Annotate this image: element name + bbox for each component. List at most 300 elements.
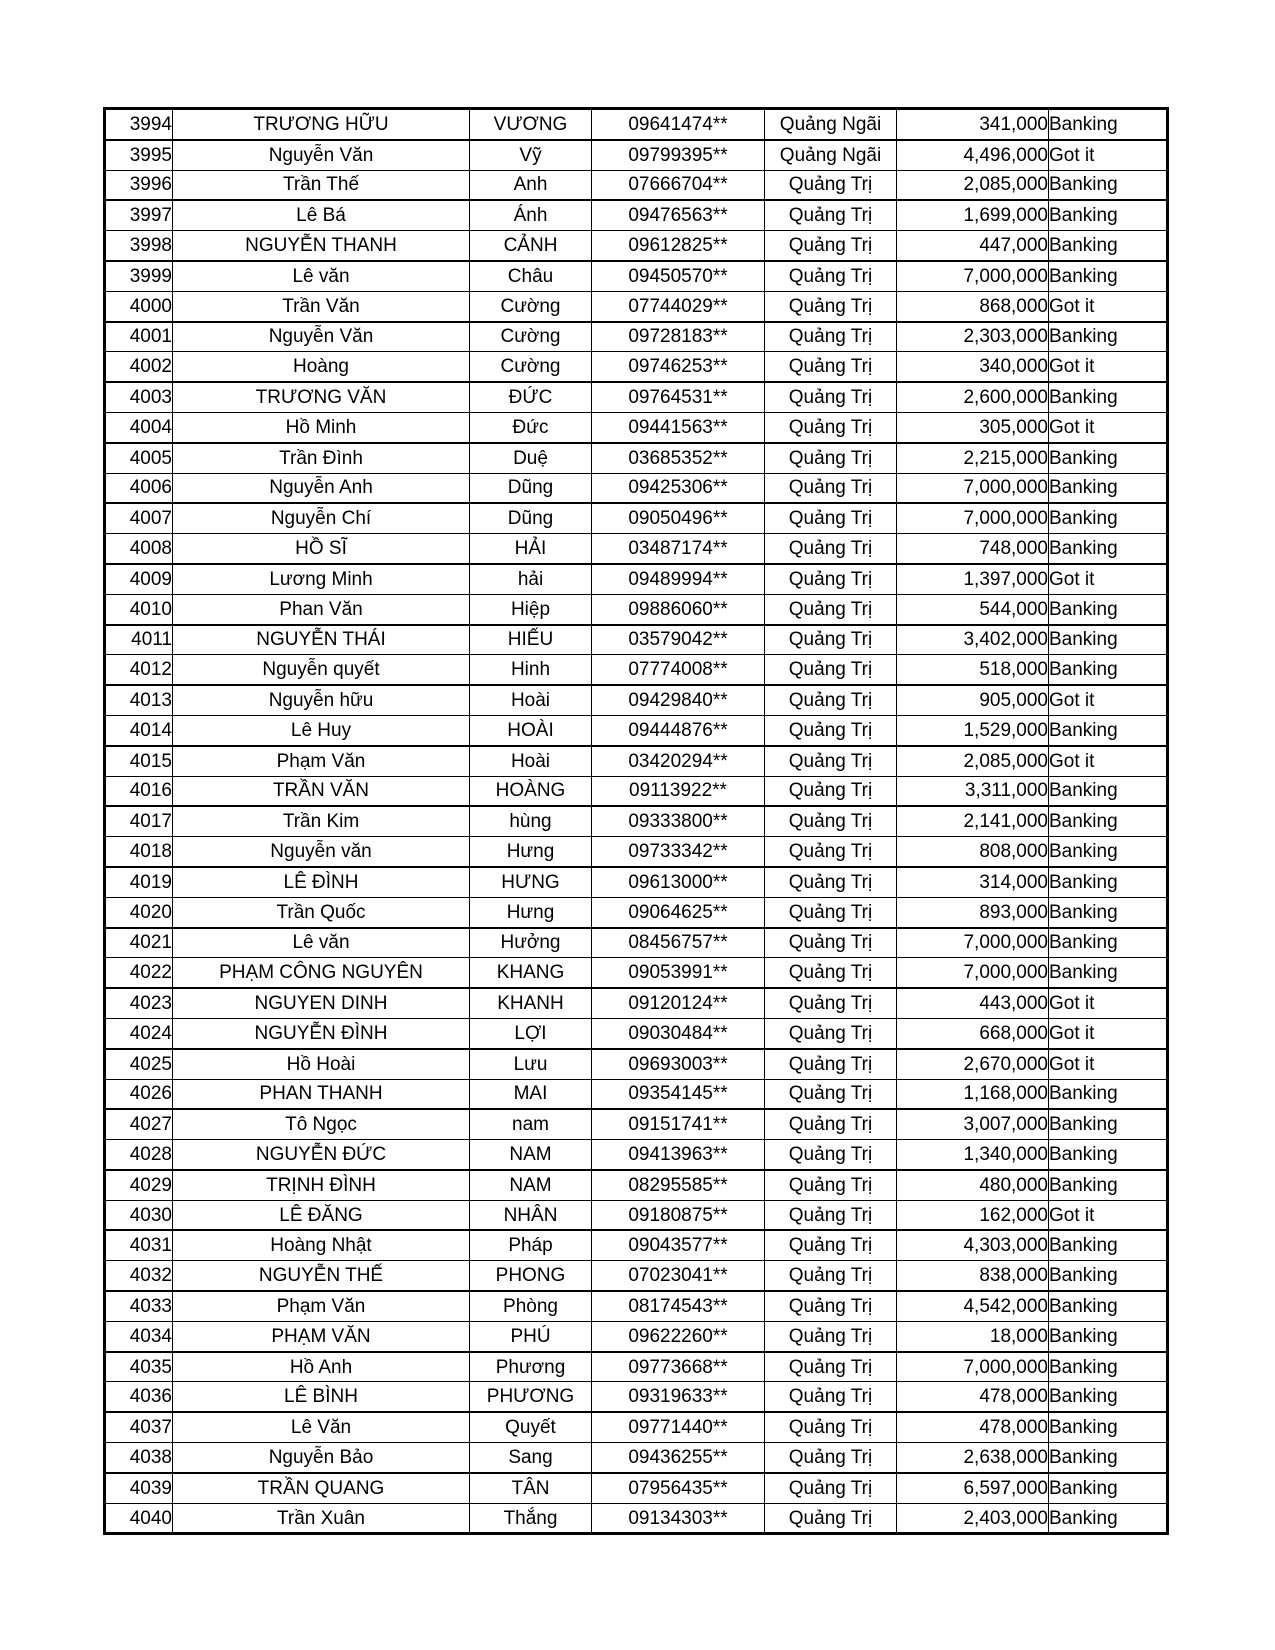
cell-id: 4011 [105,625,173,655]
cell-amount: 305,000 [897,412,1049,442]
cell-status: Banking [1049,261,1168,291]
table-row [105,170,1168,200]
cell-last-name: Duệ [470,443,592,473]
cell-first-name: NGUYỄN THÁI [173,625,470,655]
cell-first-name: NGUYEN DINH [173,988,470,1018]
cell-status: Got it [1049,746,1168,776]
table-row [105,109,1168,140]
cell-id: 4012 [105,655,173,685]
cell-status: Banking [1049,837,1168,867]
cell-id: 4040 [105,1503,173,1534]
cell-phone: 09413963** [592,1140,765,1170]
cell-amount: 1,340,000 [897,1140,1049,1170]
cell-province: Quảng Trị [765,1412,897,1442]
cell-first-name: PHẠM VĂN [173,1321,470,1351]
cell-amount: 518,000 [897,655,1049,685]
cell-province: Quảng Trị [765,352,897,382]
cell-status: Banking [1049,958,1168,988]
cell-id: 3998 [105,231,173,261]
cell-last-name: hải [470,564,592,594]
cell-status: Banking [1049,1230,1168,1260]
cell-province: Quảng Trị [765,958,897,988]
recipient-table [103,107,1169,1535]
table-row [105,867,1168,897]
cell-last-name: HOÀNG [470,776,592,806]
table-row [105,200,1168,230]
cell-province: Quảng Trị [765,291,897,321]
cell-status: Got it [1049,140,1168,170]
cell-last-name: Hinh [470,655,592,685]
cell-last-name: Dũng [470,503,592,533]
cell-last-name: MAI [470,1079,592,1109]
cell-amount: 905,000 [897,685,1049,715]
cell-phone: 09489994** [592,564,765,594]
table-body [105,109,1168,1534]
cell-amount: 3,311,000 [897,776,1049,806]
cell-first-name: Lê Bá [173,200,470,230]
table-row [105,746,1168,776]
cell-phone: 09476563** [592,200,765,230]
cell-first-name: PHẠM CÔNG NGUYÊN [173,958,470,988]
cell-phone: 09746253** [592,352,765,382]
cell-phone: 09612825** [592,231,765,261]
cell-phone: 09354145** [592,1079,765,1109]
cell-phone: 09120124** [592,988,765,1018]
cell-amount: 480,000 [897,1170,1049,1200]
cell-last-name: Châu [470,261,592,291]
cell-status: Banking [1049,1473,1168,1503]
table-row [105,473,1168,503]
cell-province: Quảng Trị [765,1049,897,1079]
cell-id: 4018 [105,837,173,867]
cell-status: Banking [1049,897,1168,927]
cell-amount: 18,000 [897,1321,1049,1351]
cell-province: Quảng Trị [765,170,897,200]
table-row [105,1200,1168,1230]
cell-last-name: KHANH [470,988,592,1018]
cell-amount: 2,670,000 [897,1049,1049,1079]
cell-phone: 03487174** [592,534,765,564]
cell-province: Quảng Trị [765,1170,897,1200]
table-row [105,261,1168,291]
cell-phone: 09333800** [592,806,765,836]
cell-province: Quảng Trị [765,1230,897,1260]
table-row [105,988,1168,1018]
cell-status: Banking [1049,382,1168,412]
table-row [105,897,1168,927]
cell-status: Banking [1049,806,1168,836]
cell-province: Quảng Trị [765,776,897,806]
cell-last-name: HƯNG [470,867,592,897]
cell-phone: 07774008** [592,655,765,685]
cell-amount: 1,168,000 [897,1079,1049,1109]
cell-first-name: Nguyễn Văn [173,322,470,352]
cell-last-name: nam [470,1109,592,1139]
cell-phone: 09764531** [592,382,765,412]
cell-first-name: Hồ Minh [173,412,470,442]
cell-first-name: Nguyễn hữu [173,685,470,715]
cell-id: 4006 [105,473,173,503]
cell-last-name: LỢI [470,1018,592,1048]
table-row [105,352,1168,382]
cell-province: Quảng Trị [765,715,897,745]
cell-first-name: Phạm Văn [173,1291,470,1321]
cell-first-name: Trần Xuân [173,1503,470,1534]
cell-id: 4013 [105,685,173,715]
cell-id: 4007 [105,503,173,533]
cell-last-name: PHÚ [470,1321,592,1351]
table-row [105,534,1168,564]
cell-status: Got it [1049,564,1168,594]
cell-last-name: Cường [470,291,592,321]
cell-id: 4034 [105,1321,173,1351]
cell-amount: 6,597,000 [897,1473,1049,1503]
cell-phone: 08174543** [592,1291,765,1321]
cell-first-name: Hoàng Nhật [173,1230,470,1260]
cell-phone: 09429840** [592,685,765,715]
cell-phone: 09613000** [592,867,765,897]
cell-last-name: VƯƠNG [470,109,592,140]
table-row [105,685,1168,715]
cell-amount: 1,699,000 [897,200,1049,230]
table-row [105,625,1168,655]
cell-phone: 09053991** [592,958,765,988]
cell-province: Quảng Trị [765,503,897,533]
cell-first-name: Nguyễn Văn [173,140,470,170]
cell-first-name: Hồ Anh [173,1352,470,1382]
cell-status: Banking [1049,776,1168,806]
cell-id: 4033 [105,1291,173,1321]
cell-phone: 09441563** [592,412,765,442]
cell-id: 4017 [105,806,173,836]
cell-amount: 7,000,000 [897,928,1049,958]
cell-phone: 09319633** [592,1382,765,1412]
cell-last-name: Hoài [470,685,592,715]
table-row [105,1443,1168,1473]
cell-province: Quảng Trị [765,1261,897,1291]
cell-last-name: Phòng [470,1291,592,1321]
cell-first-name: TRƯƠNG VĂN [173,382,470,412]
cell-amount: 2,215,000 [897,443,1049,473]
cell-amount: 447,000 [897,231,1049,261]
cell-id: 3994 [105,109,173,140]
cell-phone: 07744029** [592,291,765,321]
cell-last-name: Anh [470,170,592,200]
cell-first-name: LÊ BÌNH [173,1382,470,1412]
cell-last-name: Phương [470,1352,592,1382]
cell-status: Banking [1049,1382,1168,1412]
cell-amount: 4,542,000 [897,1291,1049,1321]
cell-phone: 09436255** [592,1443,765,1473]
cell-id: 4039 [105,1473,173,1503]
cell-last-name: ĐỨC [470,382,592,412]
cell-id: 4024 [105,1018,173,1048]
table-row [105,412,1168,442]
cell-phone: 03685352** [592,443,765,473]
cell-phone: 09425306** [592,473,765,503]
cell-phone: 09043577** [592,1230,765,1260]
cell-province: Quảng Trị [765,746,897,776]
cell-phone: 09728183** [592,322,765,352]
cell-first-name: TRẦN VĂN [173,776,470,806]
cell-first-name: Nguyễn quyết [173,655,470,685]
cell-first-name: Trần Đình [173,443,470,473]
cell-province: Quảng Ngãi [765,140,897,170]
table-row [105,715,1168,745]
cell-phone: 09641474** [592,109,765,140]
cell-id: 3995 [105,140,173,170]
cell-last-name: Pháp [470,1230,592,1260]
cell-amount: 1,529,000 [897,715,1049,745]
table-row [105,564,1168,594]
cell-last-name: NHÂN [470,1200,592,1230]
cell-province: Quảng Trị [765,1140,897,1170]
cell-phone: 08295585** [592,1170,765,1200]
cell-id: 4038 [105,1443,173,1473]
cell-last-name: HOÀI [470,715,592,745]
cell-phone: 09773668** [592,1352,765,1382]
cell-first-name: Phạm Văn [173,746,470,776]
cell-last-name: TÂN [470,1473,592,1503]
cell-amount: 893,000 [897,897,1049,927]
cell-last-name: Thắng [470,1503,592,1534]
table-row [105,382,1168,412]
table-row [105,1140,1168,1170]
cell-amount: 2,638,000 [897,1443,1049,1473]
cell-amount: 7,000,000 [897,958,1049,988]
cell-province: Quảng Trị [765,806,897,836]
cell-last-name: Sang [470,1443,592,1473]
cell-province: Quảng Trị [765,1473,897,1503]
table-row [105,1321,1168,1351]
cell-amount: 4,496,000 [897,140,1049,170]
cell-last-name: HẢI [470,534,592,564]
cell-province: Quảng Trị [765,594,897,624]
cell-id: 4001 [105,322,173,352]
cell-amount: 314,000 [897,867,1049,897]
cell-status: Banking [1049,443,1168,473]
cell-status: Banking [1049,625,1168,655]
cell-status: Got it [1049,291,1168,321]
table-row [105,958,1168,988]
cell-last-name: NAM [470,1170,592,1200]
cell-last-name: Đức [470,412,592,442]
cell-last-name: PHONG [470,1261,592,1291]
cell-status: Banking [1049,594,1168,624]
cell-last-name: Hoài [470,746,592,776]
table-row [105,291,1168,321]
cell-status: Banking [1049,1261,1168,1291]
cell-id: 4000 [105,291,173,321]
table-row [105,231,1168,261]
cell-first-name: LÊ ĐĂNG [173,1200,470,1230]
cell-province: Quảng Trị [765,200,897,230]
cell-amount: 1,397,000 [897,564,1049,594]
cell-id: 4016 [105,776,173,806]
cell-status: Banking [1049,1291,1168,1321]
cell-amount: 544,000 [897,594,1049,624]
cell-province: Quảng Trị [765,685,897,715]
cell-province: Quảng Trị [765,625,897,655]
cell-province: Quảng Trị [765,261,897,291]
cell-status: Banking [1049,1170,1168,1200]
cell-province: Quảng Trị [765,1382,897,1412]
cell-first-name: PHAN THANH [173,1079,470,1109]
cell-status: Banking [1049,503,1168,533]
cell-status: Banking [1049,1321,1168,1351]
cell-id: 4022 [105,958,173,988]
cell-last-name: Quyết [470,1412,592,1442]
cell-first-name: TRƯƠNG HỮU [173,109,470,140]
cell-amount: 2,085,000 [897,746,1049,776]
cell-status: Banking [1049,200,1168,230]
cell-amount: 341,000 [897,109,1049,140]
cell-id: 4010 [105,594,173,624]
cell-id: 4014 [105,715,173,745]
cell-first-name: Lê văn [173,261,470,291]
cell-last-name: KHANG [470,958,592,988]
cell-first-name: Nguyễn Anh [173,473,470,503]
cell-last-name: Dũng [470,473,592,503]
cell-phone: 09733342** [592,837,765,867]
cell-id: 4026 [105,1079,173,1109]
table-row [105,1503,1168,1534]
cell-first-name: Trần Văn [173,291,470,321]
cell-amount: 838,000 [897,1261,1049,1291]
cell-first-name: LÊ ĐÌNH [173,867,470,897]
cell-status: Banking [1049,1443,1168,1473]
cell-amount: 748,000 [897,534,1049,564]
cell-id: 4032 [105,1261,173,1291]
cell-first-name: Nguyễn Bảo [173,1443,470,1473]
cell-first-name: Lương Minh [173,564,470,594]
table-row [105,1170,1168,1200]
cell-status: Banking [1049,715,1168,745]
cell-amount: 3,402,000 [897,625,1049,655]
cell-first-name: Lê Văn [173,1412,470,1442]
cell-status: Got it [1049,1018,1168,1048]
cell-province: Quảng Trị [765,1352,897,1382]
cell-phone: 09050496** [592,503,765,533]
table-row [105,1261,1168,1291]
cell-id: 4020 [105,897,173,927]
cell-first-name: TRẦN QUANG [173,1473,470,1503]
table-row [105,1079,1168,1109]
cell-province: Quảng Trị [765,655,897,685]
cell-first-name: HỒ SĨ [173,534,470,564]
cell-phone: 07666704** [592,170,765,200]
cell-id: 4009 [105,564,173,594]
cell-id: 4015 [105,746,173,776]
table-row [105,1049,1168,1079]
cell-last-name: Vỹ [470,140,592,170]
cell-province: Quảng Trị [765,1291,897,1321]
cell-status: Banking [1049,473,1168,503]
cell-phone: 09622260** [592,1321,765,1351]
cell-province: Quảng Trị [765,1109,897,1139]
cell-phone: 03579042** [592,625,765,655]
cell-first-name: Trần Kim [173,806,470,836]
cell-first-name: Lê Huy [173,715,470,745]
cell-status: Banking [1049,1352,1168,1382]
cell-province: Quảng Trị [765,928,897,958]
cell-id: 4037 [105,1412,173,1442]
cell-id: 3997 [105,200,173,230]
cell-first-name: Lê văn [173,928,470,958]
cell-status: Banking [1049,322,1168,352]
table-row [105,776,1168,806]
cell-last-name: Cường [470,352,592,382]
cell-province: Quảng Ngãi [765,109,897,140]
cell-id: 4036 [105,1382,173,1412]
cell-amount: 2,303,000 [897,322,1049,352]
table-row [105,655,1168,685]
cell-phone: 09450570** [592,261,765,291]
cell-status: Banking [1049,534,1168,564]
cell-province: Quảng Trị [765,1200,897,1230]
cell-id: 4004 [105,412,173,442]
cell-phone: 09113922** [592,776,765,806]
cell-status: Banking [1049,1503,1168,1534]
cell-status: Got it [1049,412,1168,442]
table-row [105,1352,1168,1382]
table-row [105,1412,1168,1442]
cell-status: Banking [1049,231,1168,261]
table-row [105,1291,1168,1321]
table-row [105,928,1168,958]
cell-phone: 07023041** [592,1261,765,1291]
cell-last-name: PHƯƠNG [470,1382,592,1412]
cell-last-name: CẢNH [470,231,592,261]
cell-id: 4027 [105,1109,173,1139]
cell-status: Banking [1049,867,1168,897]
cell-province: Quảng Trị [765,1503,897,1534]
cell-province: Quảng Trị [765,382,897,412]
table-row [105,1018,1168,1048]
cell-phone: 09886060** [592,594,765,624]
cell-id: 4025 [105,1049,173,1079]
cell-status: Banking [1049,1140,1168,1170]
cell-id: 4031 [105,1230,173,1260]
cell-phone: 03420294** [592,746,765,776]
cell-province: Quảng Trị [765,443,897,473]
cell-first-name: Trần Quốc [173,897,470,927]
cell-status: Got it [1049,988,1168,1018]
cell-phone: 09064625** [592,897,765,927]
cell-province: Quảng Trị [765,231,897,261]
cell-amount: 3,007,000 [897,1109,1049,1139]
cell-amount: 2,600,000 [897,382,1049,412]
table-row [105,1473,1168,1503]
cell-first-name: NGUYỄN THANH [173,231,470,261]
cell-first-name: Hoàng [173,352,470,382]
cell-phone: 07956435** [592,1473,765,1503]
cell-phone: 09180875** [592,1200,765,1230]
cell-amount: 7,000,000 [897,503,1049,533]
table-row [105,806,1168,836]
cell-first-name: TRỊNH ĐÌNH [173,1170,470,1200]
cell-last-name: hùng [470,806,592,836]
cell-province: Quảng Trị [765,534,897,564]
cell-last-name: Hưng [470,897,592,927]
cell-phone: 08456757** [592,928,765,958]
table-row [105,503,1168,533]
cell-province: Quảng Trị [765,412,897,442]
cell-last-name: Lưu [470,1049,592,1079]
cell-status: Banking [1049,170,1168,200]
cell-first-name: Nguyễn văn [173,837,470,867]
cell-first-name: Trần Thế [173,170,470,200]
